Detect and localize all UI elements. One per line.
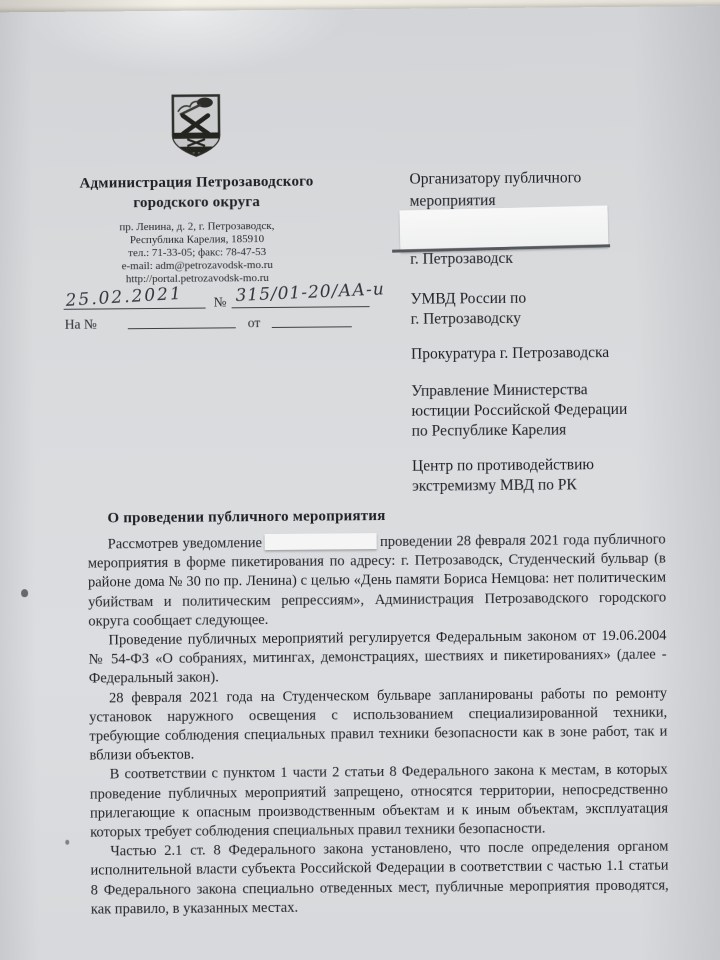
from-label: от [247, 315, 261, 331]
address-line: http://portal.petrozavodsk-mo.ru [125, 272, 269, 286]
handwritten-date: 25.02.2021 [65, 283, 184, 311]
paragraph: В соответствии с пунктом 1 части 2 статьи 8 Федерального закона к местам, в которых проведение публичных мероприятий запрещено, относятся территории, непосредственно прилегающие к опасным производственным объектам и к иным объектам, эксплуатация которых требует соблюдения специальных правил техники безопасности. [89, 761, 669, 841]
from-line [272, 313, 352, 328]
address-line: e-mail: adm@petrozavodsk-mo.ru [121, 258, 273, 273]
recipient-line: юстиции Российской Федерации [411, 400, 628, 420]
recipients-list [409, 168, 669, 495]
address-line: Республика Карелия, 185910 [129, 233, 265, 247]
org-name-line: городского округа [133, 194, 261, 212]
redaction-box-inline [265, 533, 377, 550]
paragraph: Частью 2.1 ст. 8 Федерального закона установлено, что после определения органом исполнительной власти субъекта Российской Федерации в соответствии с частью 1.1 статьи 8 Федерального закона специально отведенных мест, публичные мероприятия проводятся, как правило, в указанных местах. [90, 838, 669, 918]
letterhead-org-name [71, 172, 321, 214]
recipient-line: Управление Министерства [411, 381, 588, 400]
paragraph: Проведение публичных мероприятий регулируется Федеральным законом от 19.06.2004 № 54-ФЗ «О собраниях, митингах, демонстрациях, шествиях и пикетированиях» (далее - Федеральный закон). [88, 627, 667, 688]
petrozavodsk-coat-of-arms-icon [171, 93, 222, 157]
paper-speck [65, 840, 69, 845]
address-line: пр. Ленина, д. 2, г. Петрозаводск, [119, 219, 275, 234]
paragraph-text: проведении 28 февраля 2021 года публичного мероприятия в форме пикетирования по адресу: г. Петрозаводск, Студенческий бульвар (в районе дома № 30 по пр. Ленина) с целью «День памяти Бориса Немцова: нет политическим убийствам и политическим репрессиям», Администрация Петрозаводского городского округа сообщает следующее. [87, 531, 667, 630]
paper-speck [21, 589, 28, 597]
recipient-line: мероприятия [409, 192, 496, 210]
address-line: тел.: 71-33-05; факс: 78-47-53 [128, 246, 267, 260]
recipient-line: г. Петрозаводску [410, 309, 522, 328]
reply-to-line [128, 314, 236, 329]
recipient-line: экстремизму МВД по РК [412, 476, 577, 495]
letterhead-address [72, 220, 323, 287]
paragraph [88, 531, 667, 632]
paragraph: 28 февраля 2021 года на Студенческом бульваре запланированы работы по ремонту установок наружного освещения с использованием специализированной техники, требующие соблюдения специальных правил техники безопасности как в зоне работ, так и вблизи объектов. [89, 685, 668, 764]
recipient-line: Прокуратура г. Петрозаводска [410, 344, 610, 363]
recipient-line: УМВД России по [410, 289, 527, 308]
letter-paper [0, 6, 720, 960]
number-sign: № [213, 294, 227, 310]
handwritten-number: 315/01-20/АА-и [235, 279, 386, 306]
recipient-line: по Республике Карелия [411, 421, 567, 440]
subject-line: О проведении публичного мероприятия [107, 507, 386, 527]
paragraph-text: Рассмотрев уведомление [107, 535, 263, 553]
org-name-line: Администрация Петрозаводского [79, 173, 314, 192]
recipient-line: Организатору публичного [409, 169, 582, 188]
letter-body [88, 531, 669, 920]
reply-to-label: На № [64, 316, 97, 332]
recipient-line: Центр по противодействию [411, 456, 595, 475]
recipient-line: г. Петрозаводск [410, 249, 513, 268]
